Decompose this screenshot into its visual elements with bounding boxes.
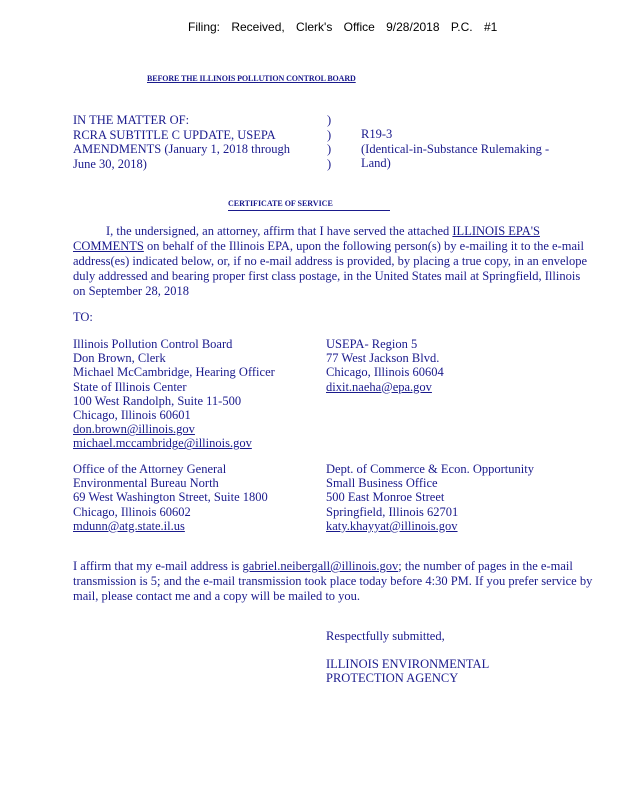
recipient-line: Office of the Attorney General bbox=[73, 462, 227, 476]
recipient-line: Springfield, Illinois 62701 bbox=[326, 504, 459, 519]
affirmation-after: ; the number of pages in the e-mail transmission is 5; and the e-mail transmission took place today before 4:30 PM. If you prefer service by mail, please contact me and a copy will be mailed to you. bbox=[73, 559, 593, 603]
affirmation-text bbox=[73, 559, 593, 604]
recipient-line: Michael McCambridge, Hearing Officer bbox=[73, 365, 275, 380]
docket-number: R19-3 bbox=[361, 127, 393, 141]
certificate-paragraph bbox=[73, 224, 593, 299]
recipient-email-link[interactable]: dixit.naeha@epa.gov bbox=[326, 379, 432, 394]
caption-right bbox=[361, 127, 549, 171]
affirmation-before: I affirm that my e-mail address is bbox=[73, 559, 240, 573]
recipient-block bbox=[73, 462, 268, 533]
recipient-email-link[interactable]: mdunn@atg.state.il.us bbox=[73, 518, 185, 533]
recipient-block bbox=[73, 337, 275, 451]
agency-line: ILLINOIS ENVIRONMENTAL bbox=[326, 657, 490, 671]
recipient-line: Chicago, Illinois 60604 bbox=[326, 365, 444, 380]
recipient-line: Dept. of Commerce & Econ. Opportunity bbox=[326, 462, 534, 476]
closing: Respectfully submitted, bbox=[326, 629, 445, 643]
caption-right-line: Land) bbox=[361, 156, 391, 170]
caption-line: RCRA SUBTITLE C UPDATE, USEPA bbox=[73, 127, 276, 142]
affirmation-email-link[interactable]: gabriel.neibergall@illinois.gov bbox=[242, 559, 399, 573]
recipient-line: 69 West Washington Street, Suite 1800 bbox=[73, 490, 268, 505]
recipient-block bbox=[326, 337, 444, 394]
recipient-line: 500 East Monroe Street bbox=[326, 490, 445, 505]
recipient-line: USEPA- Region 5 bbox=[326, 337, 418, 351]
recipient-block bbox=[326, 462, 534, 533]
recipient-email-link[interactable]: don.brown@illinois.gov bbox=[73, 422, 195, 437]
caption-line: June 30, 2018) bbox=[73, 156, 147, 171]
recipient-line: Chicago, Illinois 60601 bbox=[73, 408, 191, 423]
caption-left bbox=[73, 113, 290, 171]
recipient-email-link[interactable]: michael.mccambridge@illinois.gov bbox=[73, 436, 252, 451]
filing-stamp: Filing: Received, Clerk's Office 9/28/2018 P.C. #1 bbox=[188, 20, 498, 34]
certificate-intro: I, the undersigned, an attorney, affirm that I have served the attached bbox=[106, 224, 450, 238]
title-underline bbox=[228, 210, 390, 211]
to-label: TO: bbox=[73, 310, 93, 324]
certificate-title: CERTIFICATE OF SERVICE bbox=[228, 199, 333, 208]
recipient-line: Chicago, Illinois 60602 bbox=[73, 504, 191, 519]
affirmation-paragraph bbox=[73, 559, 593, 604]
caption-paren: ) bbox=[327, 113, 332, 127]
caption-parens bbox=[327, 113, 331, 171]
board-header: BEFORE THE ILLINOIS POLLUTION CONTROL BOARD bbox=[147, 74, 356, 83]
recipient-line: State of Illinois Center bbox=[73, 379, 187, 394]
certificate-text bbox=[73, 224, 593, 299]
caption-right-line: (Identical-in-Substance Rulemaking - bbox=[361, 141, 550, 156]
caption-line: IN THE MATTER OF: bbox=[73, 113, 190, 127]
agency-signature bbox=[326, 657, 489, 685]
recipient-email-link[interactable]: katy.khayyat@illinois.gov bbox=[326, 518, 458, 533]
recipient-line: Illinois Pollution Control Board bbox=[73, 337, 233, 351]
recipient-line: Small Business Office bbox=[326, 476, 438, 491]
caption-paren: ) bbox=[327, 156, 332, 171]
recipient-line: 100 West Randolph, Suite 11-500 bbox=[73, 393, 242, 408]
caption-paren: ) bbox=[327, 127, 332, 142]
certificate-rest: on behalf of the Illinois EPA, upon the following person(s) by e-mailing it to the e-mail address(es) indicated below, or, if no e-mail address is provided, by placing a true copy, in an envelope duly addressed and bearing proper first class postage, in the United States mail at Springfield, Illinois on September 28, 2018 bbox=[73, 239, 588, 298]
document-title: ILLINOIS EPA'S COMMENTS bbox=[73, 224, 540, 253]
recipient-line: Don Brown, Clerk bbox=[73, 351, 166, 366]
recipient-line: Environmental Bureau North bbox=[73, 476, 219, 491]
recipient-line: 77 West Jackson Blvd. bbox=[326, 351, 440, 366]
caption-line: AMENDMENTS (January 1, 2018 through bbox=[73, 142, 290, 156]
caption-paren: ) bbox=[327, 142, 332, 156]
agency-line: PROTECTION AGENCY bbox=[326, 671, 459, 686]
